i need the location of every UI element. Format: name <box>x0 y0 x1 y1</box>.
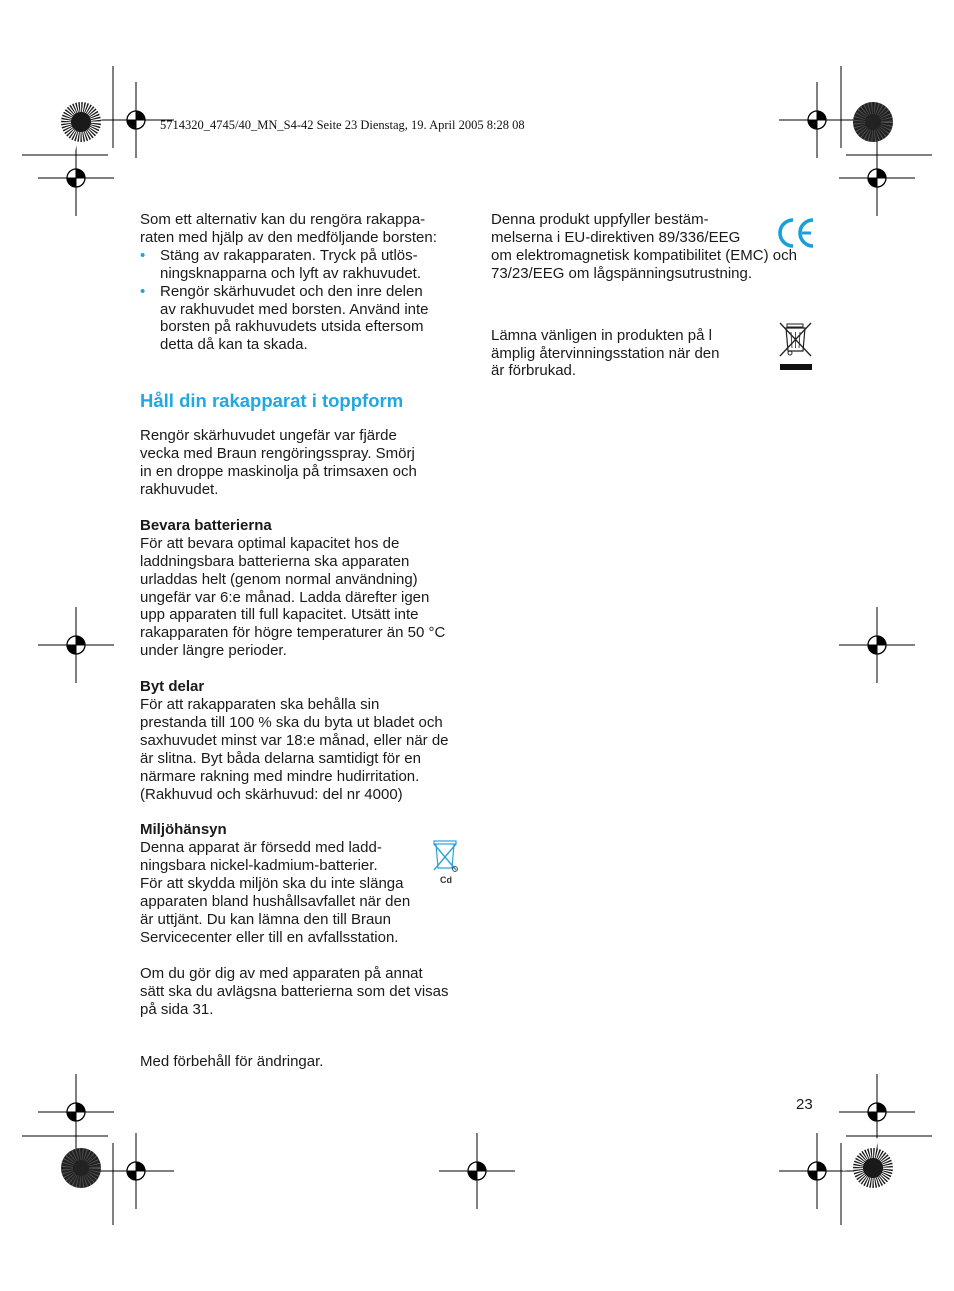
parts-heading: Byt delar <box>140 678 205 696</box>
weee-bin-icon <box>778 321 814 373</box>
bullet-icon: • <box>140 246 146 264</box>
care-line: vecka med Braun rengöringsspray. Smörj <box>140 445 415 463</box>
environment-line: är uttjänt. Du kan lämna den till Braun <box>140 911 391 928</box>
section-heading: Håll din rakapparat i toppform <box>140 390 404 412</box>
parts-line: saxhuvudet minst var 18:e månad, eller när de <box>140 731 449 749</box>
list-item <box>140 247 468 283</box>
ce-line: 73/23/EEG om lågspänningsutrustning. <box>491 264 752 282</box>
battery-line: rakapparaten för högre temperaturer än 50 °C <box>140 624 446 642</box>
right-column <box>491 211 816 380</box>
battery-line: laddningsbara batterierna ska apparaten <box>140 552 410 570</box>
parts-line: (Rakhuvud och skärhuvud: del nr 4000) <box>140 785 403 803</box>
intro-line: Som ett alternativ kan du rengöra rakappa- <box>140 211 426 228</box>
ce-line: melserna i EU-direktiven 89/336/EEG <box>491 228 741 246</box>
bullet-icon: • <box>140 282 146 300</box>
list-item-line: av rakhuvudet med borsten. Använd inte <box>160 300 429 318</box>
list-item-line: detta då kan ta skada. <box>160 336 308 354</box>
ce-line: om elektromagnetisk kompatibilitet (EMC) och <box>491 246 797 264</box>
environment-line: Denna apparat är försedd med ladd- <box>140 839 382 857</box>
list-item-line: borsten på rakhuvudets utsida eftersom <box>160 318 424 336</box>
page-number: 23 <box>796 1096 813 1113</box>
recycle-line: Lämna vänligen in produkten på l <box>491 326 712 344</box>
parts-line: är slitna. Byt båda delarna samtidigt för en <box>140 749 421 767</box>
left-column <box>140 211 468 1070</box>
reservation-note: Med förbehåll för ändringar. <box>140 1052 324 1070</box>
intro-line: raten med hjälp av den medföljande borsten: <box>140 228 437 246</box>
battery-line: under längre perioder. <box>140 642 287 660</box>
battery-heading: Bevara batterierna <box>140 516 272 534</box>
environment-line: För att skydda miljön ska du inte slänga <box>140 875 404 893</box>
ce-mark-icon <box>776 216 816 250</box>
environment-heading: Miljöhänsyn <box>140 821 227 839</box>
list-item-line: ningsknapparna och lyft av rakhuvudet. <box>160 264 421 282</box>
care-line: in en droppe maskinolja på trimsaxen och <box>140 463 417 481</box>
ce-line: Denna produkt uppfyller bestäm- <box>491 211 709 228</box>
list-item <box>140 283 468 355</box>
disposal-line: på sida 31. <box>140 1000 214 1018</box>
recycle-line: ämplig återvinningsstation när den <box>491 344 720 362</box>
battery-line: ungefär var 6:e månad. Ladda därefter igen <box>140 588 430 606</box>
environment-line: ningsbara nickel-kadmium-batterier. <box>140 857 378 875</box>
care-line: Rengör skärhuvudet ungefär var fjärde <box>140 427 397 445</box>
environment-line: Servicecenter eller till en avfallsstation. <box>140 928 399 946</box>
care-line: rakhuvudet. <box>140 480 219 498</box>
disposal-line: Om du gör dig av med apparaten på annat <box>140 964 423 982</box>
parts-line: prestanda till 100 % ska du byta ut bladet och <box>140 713 443 731</box>
battery-line: urladdas helt (genom normal användning) <box>140 570 418 588</box>
recycle-line: är förbrukad. <box>491 362 577 380</box>
crossed-bin-cd-icon <box>431 838 463 886</box>
parts-line: närmare rakning med mindre hudirritation. <box>140 767 420 785</box>
disposal-line: sätt ska du avlägsna batterierna som det visas <box>140 982 449 1000</box>
list-item-line: Rengör skärhuvudet och den inre delen <box>160 282 423 300</box>
print-header: 5714320_4745/40_MN_S4-42 Seite 23 Dienstag, 19. April 2005 8:28 08 <box>160 118 525 132</box>
cleaning-steps <box>140 247 468 354</box>
battery-line: För att bevara optimal kapacitet hos de <box>140 534 400 552</box>
environment-line: apparaten bland hushållsavfallet när den <box>140 893 411 911</box>
parts-line: För att rakapparaten ska behålla sin <box>140 696 380 714</box>
battery-line: upp apparaten till full kapacitet. Utsätt inte <box>140 606 419 624</box>
cd-label: Cd <box>440 875 452 885</box>
list-item-line: Stäng av rakapparaten. Tryck på utlös- <box>160 246 418 264</box>
